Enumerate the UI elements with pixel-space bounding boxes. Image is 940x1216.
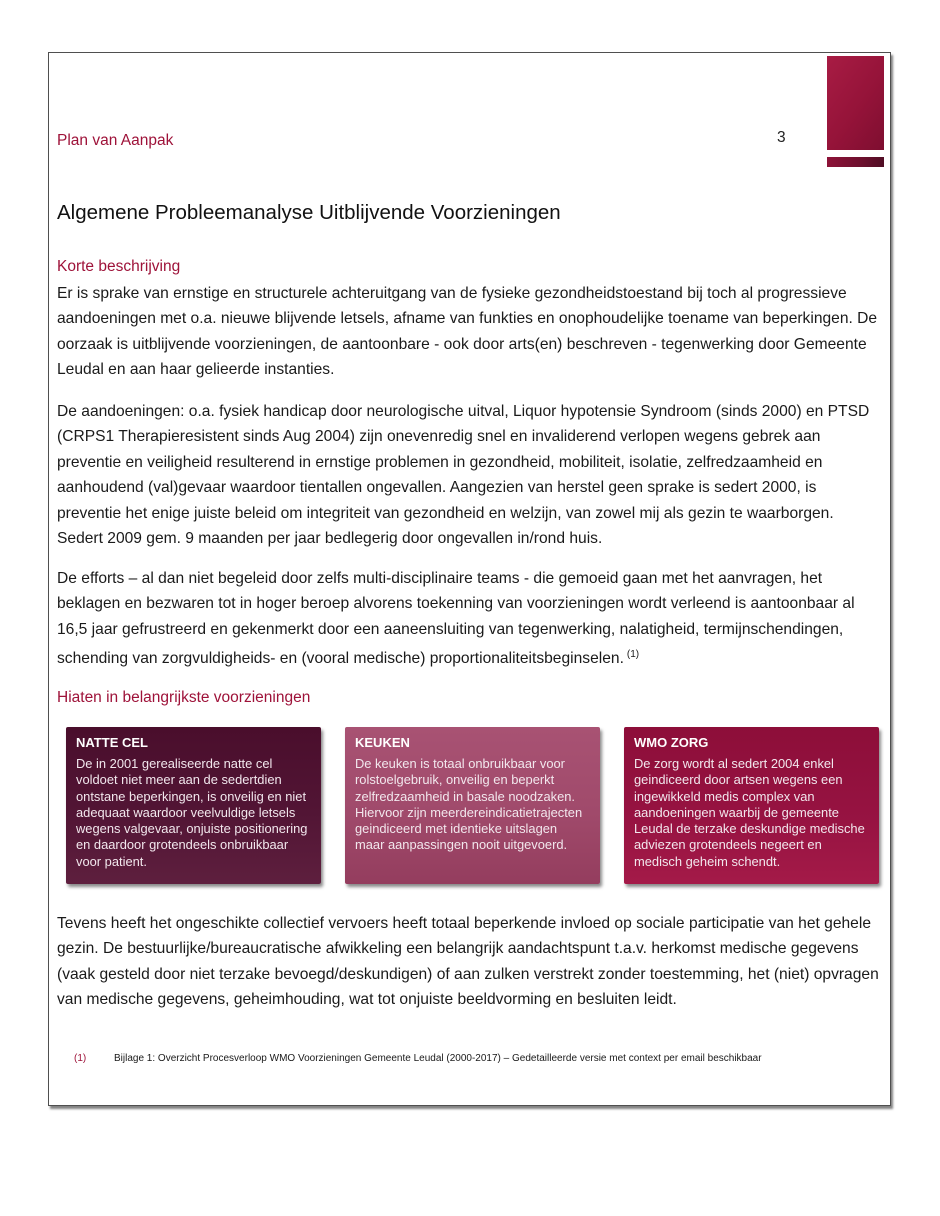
closing-paragraph: Tevens heeft het ongeschikte collectief vervoers heeft totaal beperkende invloed op sociale participatie van het gehele gezin. De bestuurlijke/bureaucratische afwikkeling een belangrijk aandachtspunt t.a.v. herkomst medische gegevens (vaak gesteld door niet terzake bevoegd/deskundigen) of aan zulken verstrekt zonder toestemming, het (niet) opvragen van medische gegevens, geheimhouding, wat tot onjuiste beeldvorming en besluiten leidt. [57,915,879,1009]
section-heading-korte-beschrijving: Korte beschrijving [57,258,181,275]
paragraph-korte-3-text: De efforts – al dan niet begeleid door zelfs multi-disciplinaire teams - die gemoeid gaan met het aanvragen, het beklagen en bezwaren tot in hoger beroep alvorens toekenning van voorzieningen wordt verleend is aantoonbaar al 16,5 jaar gefrustreerd en gekenmerkt door een aaneensluiting van tegenwerking, nalatigheid, termijnschendingen, schending van zorgvuldigheids- en (vooral medische) proportionaliteitsbeginselen. [57,570,855,668]
info-box-keuken [345,727,600,884]
document-header-title: Plan van Aanpak [57,132,174,149]
paragraph-korte-3 [57,566,879,672]
highlight-boxes-row [66,727,879,884]
info-box-natte-cel-title: NATTE CEL [76,735,148,750]
info-box-wmo-zorg-body: De zorg wordt al sedert 2004 enkel geindiceerd door artsen wegens een ingewikkeld medis complex van aandoeningen waarbij de gemeente Leudal de terzake deskundige medische adviezen grotendeels negeert en medisch geheim schendt. [634,756,865,869]
info-box-keuken-title: KEUKEN [355,735,410,750]
section-heading-hiaten: Hiaten in belangrijkste voorzieningen [57,689,311,706]
info-box-natte-cel-body: De in 2001 gerealiseerde natte cel voldoet niet meer aan de sedertdien ontstane beperkingen, is onveilig en niet adequaat waardoor veelvuldige letsels wegens valgevaar, onjuiste positionering en daardoor grotendeels onbruikbaar voor patient. [76,756,308,869]
footnote [74,1053,762,1064]
info-box-keuken-body: De keuken is totaal onbruikbaar voor rolstoelgebruik, onveilig en beperkt zelfredzaamheid in basale noodzaken. Hiervoor zijn meerdereindicatietrajecten geindiceerd met identieke uitslagen maar aanpassingen nooit uitgevoerd. [355,756,583,853]
footnote-marker: (1) [74,1053,87,1064]
info-box-wmo-zorg [624,727,879,884]
footnote-reference-superscript: (1) [626,649,640,661]
corner-decoration-rect [827,56,884,150]
page-number: 3 [777,129,786,146]
paragraph-korte-1: Er is sprake van ernstige en structurele achteruitgang van de fysieke gezondheidstoestand bij toch al progressieve aandoeningen met o.a. nieuwe blijvende letsels, afname van funkties en onophoudelijke toename van beperkingen. De oorzaak is uitblijvende voorzieningen, de aantoonbare - ook door arts(en) beschreven - tegenwerking door Gemeente Leudal en aan haar gelieerde instanties. [57,285,878,379]
page-title: Algemene Probleemanalyse Uitblijvende Voorzieningen [57,201,561,224]
document-page [48,52,891,1106]
info-box-wmo-zorg-title: WMO ZORG [634,735,709,750]
footnote-text: Bijlage 1: Overzicht Procesverloop WMO Voorzieningen Gemeente Leudal (2000-2017) – Gedetailleerde versie met context per email beschikbaar [114,1053,762,1064]
paragraph-korte-2: De aandoeningen: o.a. fysiek handicap door neurologische uitval, Liquor hypotensie Syndroom (sinds 2000) en PTSD (CRPS1 Therapieresistent sinds Aug 2004) zijn onevenredig snel en invaliderend verlopen wegens gebrek aan preventie en veiligheid resulterend in ernstige problemen in gezondheid, mobiliteit, isolatie, zelfredzaamheid en aanhoudend (val)gevaar waardoor tientallen ongevallen. Aangezien van herstel geen sprake is sedert 2000, is preventie het enige juiste beleid om integriteit van gezondheid en welzijn, van zowel mij als gezin te waarborgen. Sedert 2009 gem. 9 maanden per jaar bedlegerig door ongevallen in/rond huis. [57,403,870,548]
info-box-natte-cel [66,727,321,884]
corner-decoration-bar [827,157,884,167]
